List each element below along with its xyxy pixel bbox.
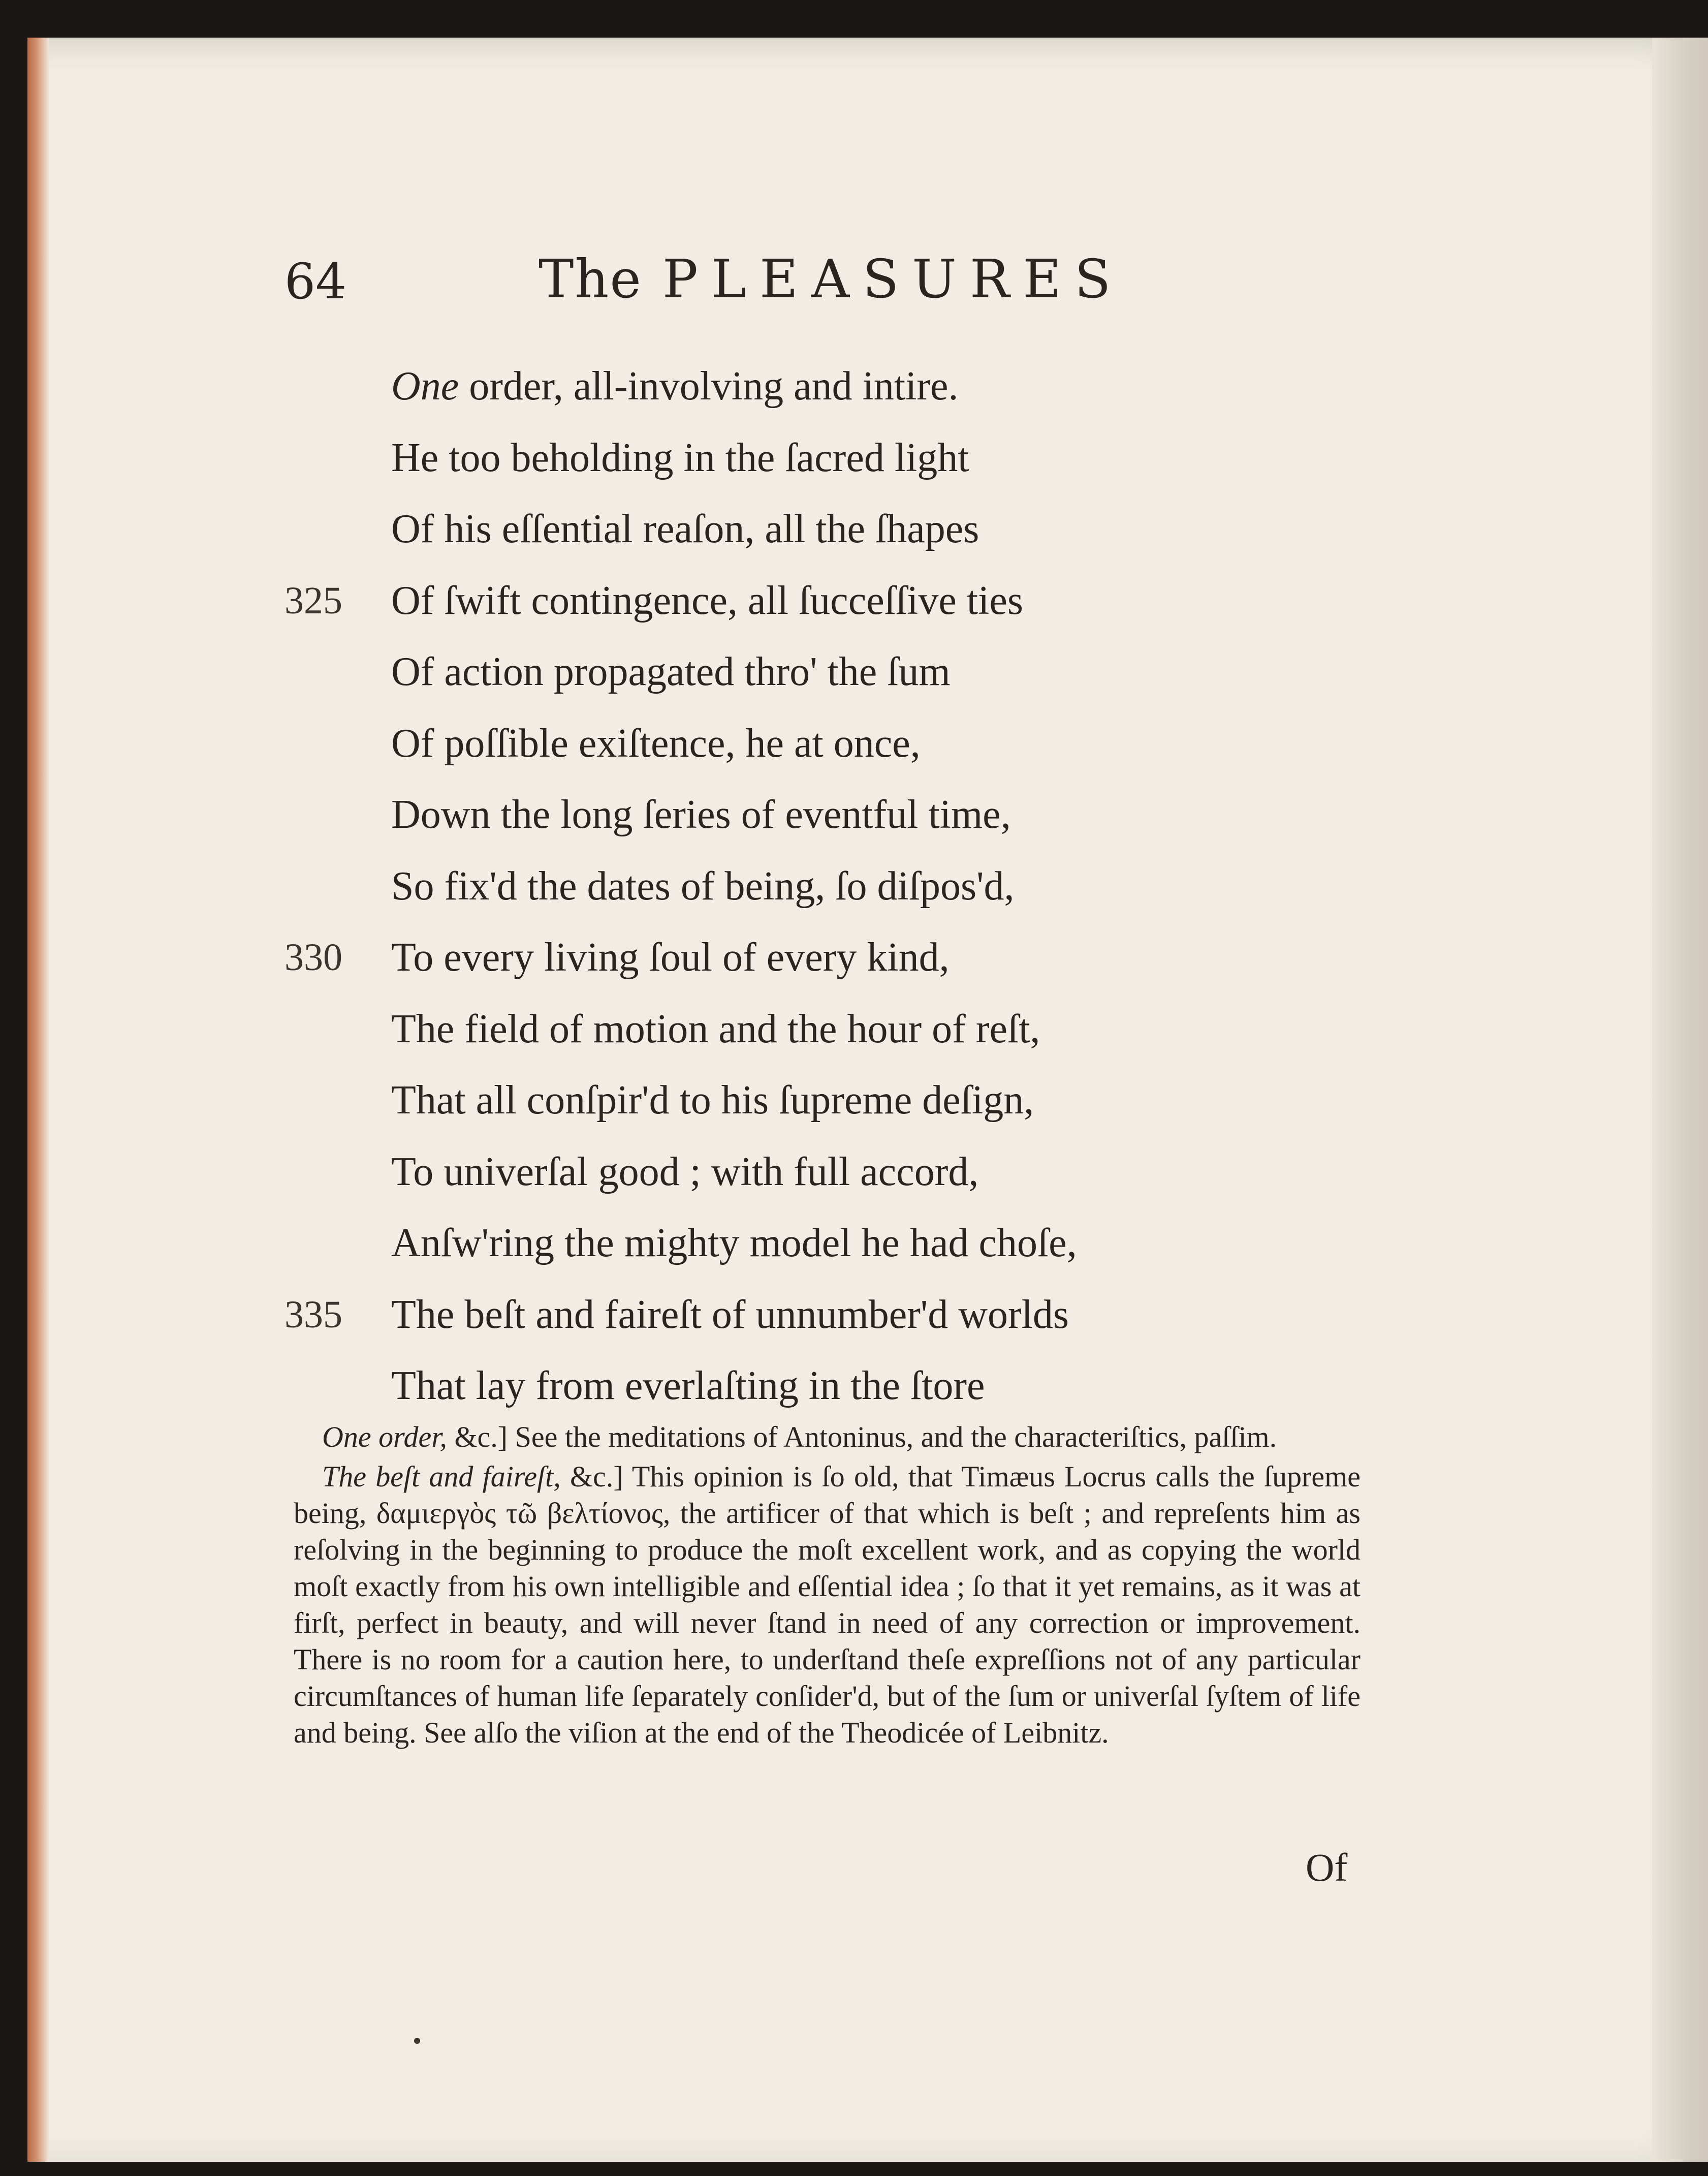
verse-text [391, 993, 1040, 1065]
running-title [539, 248, 1124, 310]
verse-line [284, 351, 1422, 422]
verse-words: To univerſal good ; with full accord, [391, 1149, 979, 1194]
verse-words: Anſw'ring the mighty model he had choſe, [391, 1221, 1077, 1265]
page-edge [27, 38, 49, 2162]
verse-line [284, 779, 1422, 851]
verse-line [284, 1065, 1422, 1136]
page-number: 64 [284, 253, 347, 310]
footnote-lemma: The beſt and faireſt, [322, 1460, 561, 1493]
verse-text [391, 1207, 1077, 1279]
verse-text [391, 922, 950, 993]
verse-words: Of action propagated thro' the ſum [391, 649, 951, 694]
verse-line [284, 1279, 1422, 1351]
verse-line [284, 493, 1422, 565]
verse-text [391, 708, 921, 779]
verse-text [391, 1136, 978, 1207]
verse-words: So fix'd the dates of being, ſo diſpos'd, [391, 863, 1015, 909]
footnote-lemma: One order, [322, 1420, 447, 1453]
footnotes [294, 1419, 1361, 1754]
verse-words: To every living ſoul of every kind, [391, 935, 950, 980]
catchword: Of [1306, 1845, 1348, 1889]
running-title-word: PLEASURES [662, 248, 1124, 310]
verse-text [391, 1065, 1034, 1136]
verse-line [284, 565, 1422, 637]
verse-line [284, 1350, 1422, 1422]
verse-words: Of ſwift contingence, all ſucceſſive ties [391, 578, 1023, 623]
verse-text [391, 636, 951, 707]
footnote-text: &c.] See the meditations of Antoninus, and the characteriſtics, paſſim. [447, 1420, 1277, 1453]
verse-italic-word: One [391, 364, 459, 409]
verse-line [284, 708, 1422, 780]
verse-line [284, 422, 1422, 494]
verse-text [391, 851, 1014, 922]
verse-text [391, 1279, 1069, 1350]
verse-words: That all conſpir'd to his ſupreme deſign, [391, 1078, 1034, 1123]
footnote [294, 1458, 1361, 1751]
verse-line [284, 636, 1422, 708]
page-gutter [1652, 38, 1708, 2162]
verse-words: He too beholding in the ſacred light [391, 435, 969, 480]
verse-text [391, 565, 1023, 636]
line-number: 335 [284, 1293, 342, 1336]
verse-words: Of his eſſential reaſon, all the ſhapes [391, 507, 979, 551]
line-number: 330 [284, 936, 342, 979]
verse-text [391, 779, 1011, 850]
verse-line [284, 922, 1422, 993]
verse-words: That lay from everlaſting in the ſtore [391, 1363, 985, 1408]
verse-words: Down the long ſeries of eventful time, [391, 792, 1011, 837]
verse-text [391, 493, 979, 565]
verse-text [391, 351, 958, 422]
footnote-text: &c.] This opinion is ſo old, that Timæus Locrus calls the ſupreme being, δαμιεργὸς τῶ βελτίονος, the artificer of that which is beſt ; and repreſents him as reſolving in the beginning to produce the moſt excellent work, and as copying the world moſt exactly from his own intelligible and eſſential idea ; ſo that it yet remains, as it was at firſt, perfect in beauty, and will never ſtand in need of any correction or improvement. There is no room for a caution here, to underſtand theſe expreſſions not of any particular circumſtances of human life ſeparately conſider'd, but of the ſum or univerſal ſyſtem of life and being. See alſo the viſion at the end of the Theodicée of Leibnitz. [294, 1460, 1361, 1749]
verse-words: order, all-involving and intire. [459, 364, 959, 409]
verse-text [391, 422, 969, 493]
verse-line [284, 1136, 1422, 1208]
running-header [284, 248, 1382, 319]
verse-words: The field of motion and the hour of reſt, [391, 1006, 1040, 1051]
verse-line [284, 1207, 1422, 1279]
ink-speck [414, 2038, 420, 2044]
running-title-article: The [539, 248, 642, 310]
verse-words: Of poſſible exiſtence, he at once, [391, 721, 921, 766]
verse-text [391, 1350, 985, 1421]
verse-block [284, 351, 1422, 1422]
footnote [294, 1419, 1361, 1455]
verse-line [284, 851, 1422, 922]
verse-words: The beſt and faireſt of unnumber'd worlds [391, 1292, 1069, 1337]
line-number: 325 [284, 579, 342, 622]
verse-line [284, 993, 1422, 1065]
